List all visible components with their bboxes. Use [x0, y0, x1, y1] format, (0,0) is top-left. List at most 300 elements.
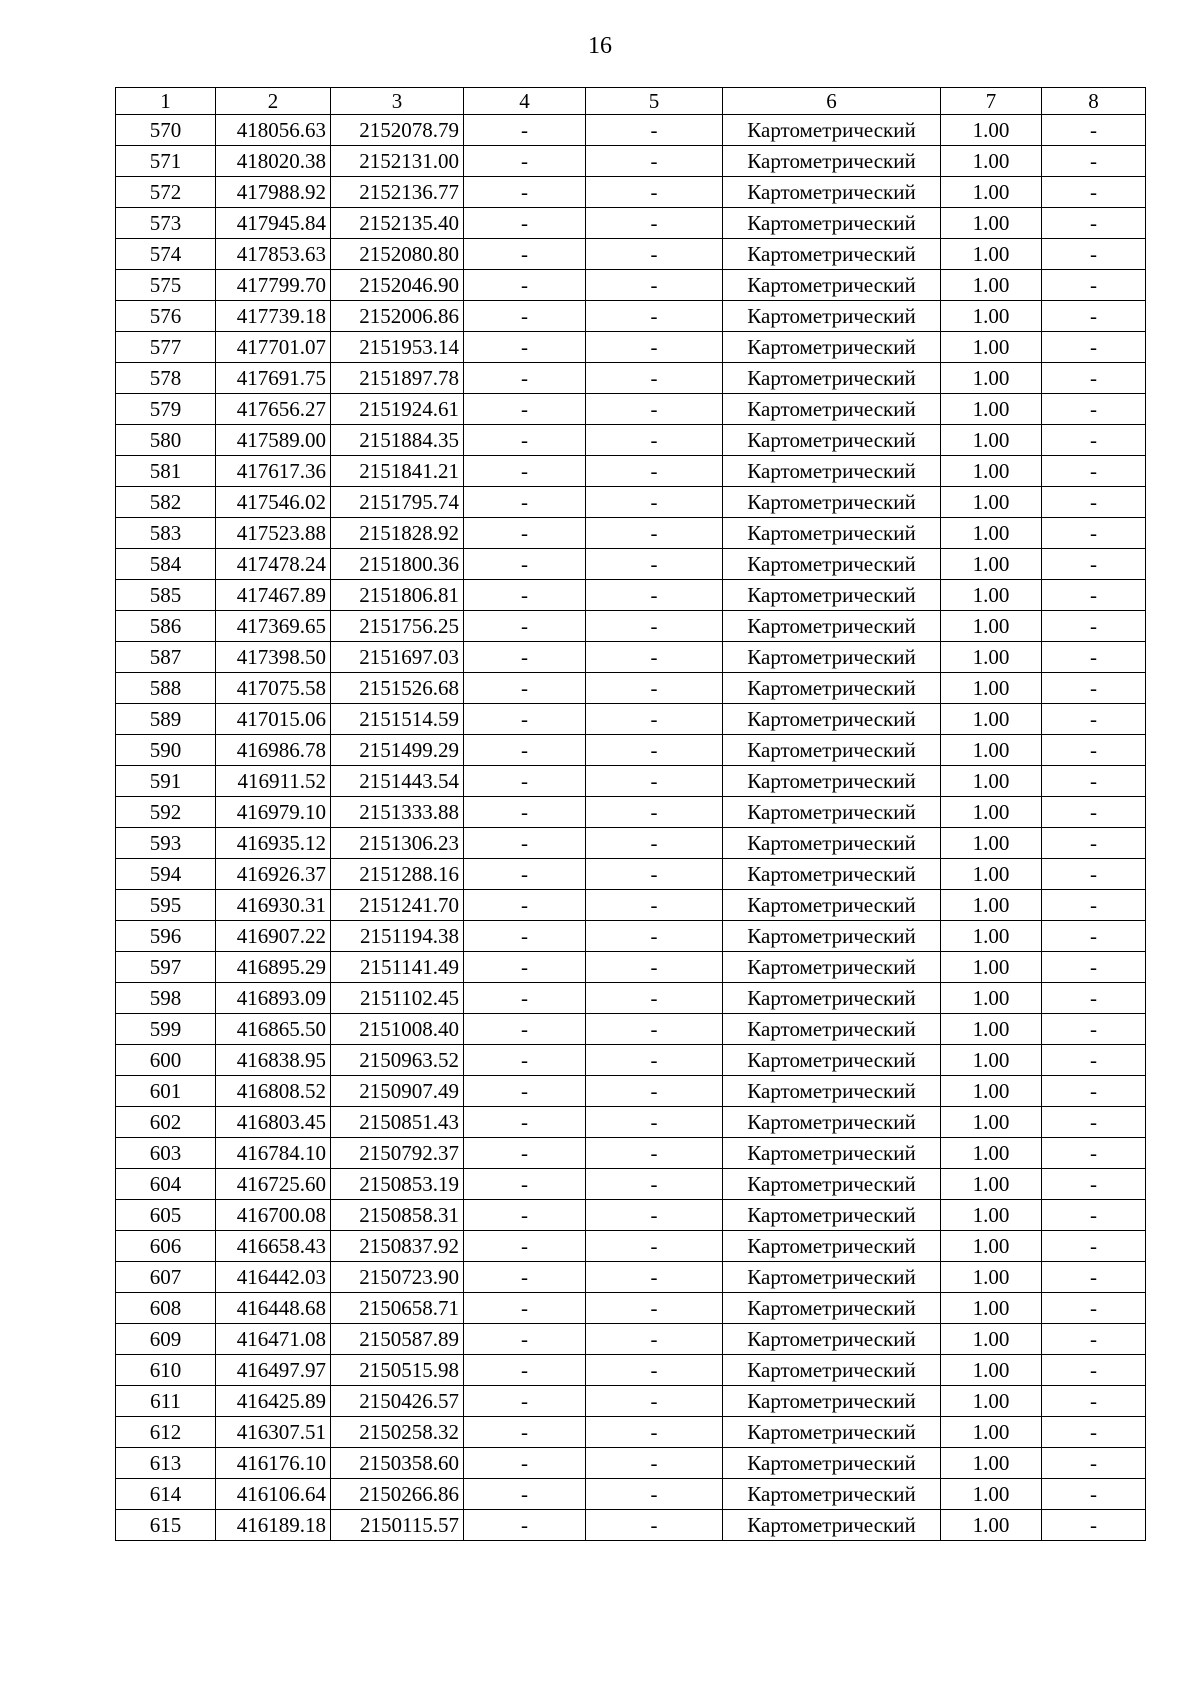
cell-method: Картометрический — [723, 549, 941, 580]
cell-method: Картометрический — [723, 394, 941, 425]
cell-coord-x: 416700.08 — [216, 1200, 331, 1231]
cell-point-number: 582 — [116, 487, 216, 518]
cell-method: Картометрический — [723, 1045, 941, 1076]
cell-accuracy: 1.00 — [941, 1045, 1042, 1076]
cell-method: Картометрический — [723, 1324, 941, 1355]
cell-point-number: 591 — [116, 766, 216, 797]
cell-coord-y: 2151953.14 — [331, 332, 464, 363]
table-row — [116, 425, 1146, 456]
cell-method: Картометрический — [723, 611, 941, 642]
cell-col-8: - — [1042, 1076, 1146, 1107]
cell-accuracy: 1.00 — [941, 983, 1042, 1014]
cell-col-8: - — [1042, 1355, 1146, 1386]
cell-coord-x: 417523.88 — [216, 518, 331, 549]
cell-col-4: - — [464, 146, 586, 177]
cell-col-5: - — [586, 177, 723, 208]
cell-method: Картометрический — [723, 1386, 941, 1417]
cell-coord-y: 2152131.00 — [331, 146, 464, 177]
cell-coord-y: 2151897.78 — [331, 363, 464, 394]
cell-col-8: - — [1042, 890, 1146, 921]
cell-coord-x: 417691.75 — [216, 363, 331, 394]
cell-point-number: 581 — [116, 456, 216, 487]
cell-col-5: - — [586, 1448, 723, 1479]
cell-col-5: - — [586, 239, 723, 270]
cell-col-5: - — [586, 1200, 723, 1231]
cell-method: Картометрический — [723, 239, 941, 270]
cell-coord-x: 417369.65 — [216, 611, 331, 642]
cell-accuracy: 1.00 — [941, 611, 1042, 642]
cell-point-number: 594 — [116, 859, 216, 890]
cell-col-4: - — [464, 1448, 586, 1479]
table-row — [116, 890, 1146, 921]
cell-col-8: - — [1042, 332, 1146, 363]
cell-coord-x: 417739.18 — [216, 301, 331, 332]
cell-col-8: - — [1042, 704, 1146, 735]
cell-col-8: - — [1042, 301, 1146, 332]
cell-coord-y: 2151697.03 — [331, 642, 464, 673]
cell-col-4: - — [464, 270, 586, 301]
cell-method: Картометрический — [723, 487, 941, 518]
cell-accuracy: 1.00 — [941, 518, 1042, 549]
table-row — [116, 1231, 1146, 1262]
cell-method: Картометрический — [723, 580, 941, 611]
cell-accuracy: 1.00 — [941, 208, 1042, 239]
cell-coord-x: 417589.00 — [216, 425, 331, 456]
cell-coord-y: 2150358.60 — [331, 1448, 464, 1479]
cell-col-8: - — [1042, 1107, 1146, 1138]
cell-method: Картометрический — [723, 1231, 941, 1262]
cell-accuracy: 1.00 — [941, 1386, 1042, 1417]
column-header-4: 4 — [464, 88, 586, 115]
cell-point-number: 604 — [116, 1169, 216, 1200]
cell-col-5: - — [586, 642, 723, 673]
cell-point-number: 600 — [116, 1045, 216, 1076]
cell-method: Картометрический — [723, 983, 941, 1014]
cell-method: Картометрический — [723, 766, 941, 797]
table-row — [116, 1045, 1146, 1076]
cell-accuracy: 1.00 — [941, 1014, 1042, 1045]
cell-point-number: 575 — [116, 270, 216, 301]
cell-coord-y: 2151756.25 — [331, 611, 464, 642]
cell-col-8: - — [1042, 1200, 1146, 1231]
table-row — [116, 1107, 1146, 1138]
cell-col-8: - — [1042, 363, 1146, 394]
table-row — [116, 146, 1146, 177]
table-row — [116, 1448, 1146, 1479]
table-row — [116, 332, 1146, 363]
cell-coord-y: 2151102.45 — [331, 983, 464, 1014]
cell-col-5: - — [586, 146, 723, 177]
cell-col-4: - — [464, 394, 586, 425]
cell-col-8: - — [1042, 921, 1146, 952]
cell-point-number: 587 — [116, 642, 216, 673]
cell-col-8: - — [1042, 859, 1146, 890]
cell-col-4: - — [464, 735, 586, 766]
cell-accuracy: 1.00 — [941, 704, 1042, 735]
cell-col-4: - — [464, 1231, 586, 1262]
cell-col-4: - — [464, 115, 586, 146]
table-row — [116, 549, 1146, 580]
cell-col-8: - — [1042, 766, 1146, 797]
table-row — [116, 611, 1146, 642]
cell-col-8: - — [1042, 580, 1146, 611]
column-header-2: 2 — [216, 88, 331, 115]
cell-method: Картометрический — [723, 146, 941, 177]
cell-col-5: - — [586, 890, 723, 921]
coordinates-table — [115, 87, 1146, 1541]
table-row — [116, 270, 1146, 301]
cell-coord-x: 416979.10 — [216, 797, 331, 828]
cell-method: Картометрический — [723, 1448, 941, 1479]
table-row — [116, 1417, 1146, 1448]
cell-coord-x: 417015.06 — [216, 704, 331, 735]
column-header-6: 6 — [723, 88, 941, 115]
cell-point-number: 615 — [116, 1510, 216, 1541]
cell-col-4: - — [464, 673, 586, 704]
table-row — [116, 580, 1146, 611]
cell-coord-x: 416935.12 — [216, 828, 331, 859]
cell-point-number: 584 — [116, 549, 216, 580]
cell-col-5: - — [586, 1076, 723, 1107]
cell-method: Картометрический — [723, 270, 941, 301]
cell-point-number: 605 — [116, 1200, 216, 1231]
cell-point-number: 592 — [116, 797, 216, 828]
cell-col-5: - — [586, 704, 723, 735]
cell-method: Картометрический — [723, 1138, 941, 1169]
cell-method: Картометрический — [723, 425, 941, 456]
cell-col-5: - — [586, 1107, 723, 1138]
cell-coord-y: 2151800.36 — [331, 549, 464, 580]
page-number: 16 — [588, 33, 612, 59]
cell-coord-y: 2150258.32 — [331, 1417, 464, 1448]
cell-point-number: 589 — [116, 704, 216, 735]
cell-coord-x: 416838.95 — [216, 1045, 331, 1076]
cell-col-8: - — [1042, 1169, 1146, 1200]
cell-point-number: 571 — [116, 146, 216, 177]
cell-accuracy: 1.00 — [941, 1448, 1042, 1479]
cell-col-5: - — [586, 1479, 723, 1510]
cell-accuracy: 1.00 — [941, 1107, 1042, 1138]
cell-col-8: - — [1042, 239, 1146, 270]
cell-col-5: - — [586, 394, 723, 425]
cell-accuracy: 1.00 — [941, 146, 1042, 177]
cell-coord-y: 2150837.92 — [331, 1231, 464, 1262]
cell-point-number: 609 — [116, 1324, 216, 1355]
cell-coord-y: 2150515.98 — [331, 1355, 464, 1386]
cell-coord-y: 2151288.16 — [331, 859, 464, 890]
cell-accuracy: 1.00 — [941, 456, 1042, 487]
cell-coord-x: 416442.03 — [216, 1262, 331, 1293]
cell-col-4: - — [464, 363, 586, 394]
cell-accuracy: 1.00 — [941, 332, 1042, 363]
cell-col-4: - — [464, 1076, 586, 1107]
cell-col-5: - — [586, 1510, 723, 1541]
cell-method: Картометрический — [723, 1479, 941, 1510]
cell-col-5: - — [586, 1231, 723, 1262]
cell-method: Картометрический — [723, 1014, 941, 1045]
cell-method: Картометрический — [723, 115, 941, 146]
cell-coord-x: 417467.89 — [216, 580, 331, 611]
cell-coord-y: 2150266.86 — [331, 1479, 464, 1510]
cell-coord-x: 416895.29 — [216, 952, 331, 983]
column-header-1: 1 — [116, 88, 216, 115]
cell-col-5: - — [586, 456, 723, 487]
cell-accuracy: 1.00 — [941, 1324, 1042, 1355]
cell-method: Картометрический — [723, 1076, 941, 1107]
cell-col-8: - — [1042, 1417, 1146, 1448]
cell-coord-y: 2151443.54 — [331, 766, 464, 797]
cell-point-number: 608 — [116, 1293, 216, 1324]
cell-col-8: - — [1042, 425, 1146, 456]
cell-coord-x: 417478.24 — [216, 549, 331, 580]
cell-coord-x: 417398.50 — [216, 642, 331, 673]
cell-coord-y: 2150907.49 — [331, 1076, 464, 1107]
cell-accuracy: 1.00 — [941, 890, 1042, 921]
cell-coord-x: 416106.64 — [216, 1479, 331, 1510]
cell-coord-y: 2150851.43 — [331, 1107, 464, 1138]
cell-coord-x: 416926.37 — [216, 859, 331, 890]
table-row — [116, 363, 1146, 394]
cell-coord-x: 417617.36 — [216, 456, 331, 487]
cell-accuracy: 1.00 — [941, 1355, 1042, 1386]
cell-coord-y: 2152078.79 — [331, 115, 464, 146]
cell-coord-x: 416893.09 — [216, 983, 331, 1014]
cell-accuracy: 1.00 — [941, 239, 1042, 270]
table-row — [116, 1510, 1146, 1541]
cell-col-8: - — [1042, 487, 1146, 518]
cell-coord-y: 2151526.68 — [331, 673, 464, 704]
cell-coord-x: 416425.89 — [216, 1386, 331, 1417]
cell-method: Картометрический — [723, 1200, 941, 1231]
cell-col-8: - — [1042, 1293, 1146, 1324]
cell-point-number: 596 — [116, 921, 216, 952]
table-row — [116, 208, 1146, 239]
cell-col-4: - — [464, 549, 586, 580]
cell-method: Картометрический — [723, 952, 941, 983]
table-row — [116, 642, 1146, 673]
cell-col-4: - — [464, 239, 586, 270]
cell-coord-y: 2152080.80 — [331, 239, 464, 270]
cell-coord-x: 417701.07 — [216, 332, 331, 363]
cell-col-5: - — [586, 1045, 723, 1076]
cell-col-4: - — [464, 797, 586, 828]
cell-col-4: - — [464, 301, 586, 332]
cell-col-8: - — [1042, 1014, 1146, 1045]
cell-coord-y: 2151514.59 — [331, 704, 464, 735]
cell-point-number: 574 — [116, 239, 216, 270]
cell-col-4: - — [464, 828, 586, 859]
cell-coord-x: 418020.38 — [216, 146, 331, 177]
table-row — [116, 766, 1146, 797]
cell-col-8: - — [1042, 1324, 1146, 1355]
table-row — [116, 239, 1146, 270]
cell-point-number: 593 — [116, 828, 216, 859]
cell-method: Картометрический — [723, 518, 941, 549]
cell-point-number: 586 — [116, 611, 216, 642]
cell-col-4: - — [464, 1138, 586, 1169]
cell-coord-y: 2152046.90 — [331, 270, 464, 301]
cell-col-5: - — [586, 1262, 723, 1293]
cell-point-number: 585 — [116, 580, 216, 611]
cell-col-8: - — [1042, 177, 1146, 208]
cell-col-4: - — [464, 518, 586, 549]
cell-point-number: 606 — [116, 1231, 216, 1262]
cell-col-8: - — [1042, 611, 1146, 642]
cell-col-4: - — [464, 1510, 586, 1541]
cell-accuracy: 1.00 — [941, 828, 1042, 859]
cell-col-5: - — [586, 859, 723, 890]
cell-point-number: 612 — [116, 1417, 216, 1448]
cell-point-number: 573 — [116, 208, 216, 239]
cell-col-5: - — [586, 797, 723, 828]
table-row — [116, 952, 1146, 983]
cell-col-5: - — [586, 673, 723, 704]
cell-accuracy: 1.00 — [941, 177, 1042, 208]
cell-col-8: - — [1042, 549, 1146, 580]
cell-point-number: 603 — [116, 1138, 216, 1169]
cell-accuracy: 1.00 — [941, 1510, 1042, 1541]
cell-col-8: - — [1042, 1448, 1146, 1479]
cell-coord-x: 416911.52 — [216, 766, 331, 797]
cell-col-5: - — [586, 1138, 723, 1169]
table-row — [116, 828, 1146, 859]
cell-coord-y: 2151841.21 — [331, 456, 464, 487]
cell-col-4: - — [464, 1014, 586, 1045]
table-row — [116, 1262, 1146, 1293]
cell-method: Картометрический — [723, 1510, 941, 1541]
cell-col-4: - — [464, 1262, 586, 1293]
cell-coord-y: 2150587.89 — [331, 1324, 464, 1355]
cell-accuracy: 1.00 — [941, 1262, 1042, 1293]
table-row — [116, 859, 1146, 890]
cell-accuracy: 1.00 — [941, 859, 1042, 890]
cell-col-8: - — [1042, 394, 1146, 425]
cell-accuracy: 1.00 — [941, 425, 1042, 456]
cell-coord-x: 416803.45 — [216, 1107, 331, 1138]
cell-coord-x: 416658.43 — [216, 1231, 331, 1262]
cell-coord-x: 417945.84 — [216, 208, 331, 239]
cell-coord-x: 417075.58 — [216, 673, 331, 704]
cell-coord-y: 2151141.49 — [331, 952, 464, 983]
cell-col-8: - — [1042, 735, 1146, 766]
cell-col-5: - — [586, 518, 723, 549]
cell-point-number: 602 — [116, 1107, 216, 1138]
column-header-7: 7 — [941, 88, 1042, 115]
cell-col-5: - — [586, 1293, 723, 1324]
cell-coord-x: 417799.70 — [216, 270, 331, 301]
cell-col-4: - — [464, 1045, 586, 1076]
cell-coord-y: 2151828.92 — [331, 518, 464, 549]
cell-col-4: - — [464, 642, 586, 673]
cell-accuracy: 1.00 — [941, 642, 1042, 673]
cell-col-4: - — [464, 983, 586, 1014]
cell-col-5: - — [586, 828, 723, 859]
table-row — [116, 1076, 1146, 1107]
cell-coord-y: 2151806.81 — [331, 580, 464, 611]
cell-coord-x: 416930.31 — [216, 890, 331, 921]
cell-point-number: 613 — [116, 1448, 216, 1479]
table-row — [116, 301, 1146, 332]
cell-col-8: - — [1042, 1479, 1146, 1510]
cell-coord-x: 416907.22 — [216, 921, 331, 952]
cell-accuracy: 1.00 — [941, 952, 1042, 983]
cell-method: Картометрический — [723, 673, 941, 704]
cell-accuracy: 1.00 — [941, 580, 1042, 611]
cell-coord-y: 2150658.71 — [331, 1293, 464, 1324]
cell-accuracy: 1.00 — [941, 673, 1042, 704]
cell-point-number: 578 — [116, 363, 216, 394]
cell-col-5: - — [586, 1386, 723, 1417]
cell-col-8: - — [1042, 518, 1146, 549]
table-row — [116, 1138, 1146, 1169]
cell-col-8: - — [1042, 797, 1146, 828]
cell-coord-x: 416865.50 — [216, 1014, 331, 1045]
cell-col-5: - — [586, 549, 723, 580]
cell-col-4: - — [464, 177, 586, 208]
cell-accuracy: 1.00 — [941, 270, 1042, 301]
table-row — [116, 177, 1146, 208]
table-row — [116, 673, 1146, 704]
cell-coord-x: 416784.10 — [216, 1138, 331, 1169]
cell-coord-y: 2150426.57 — [331, 1386, 464, 1417]
cell-method: Картометрический — [723, 890, 941, 921]
cell-point-number: 614 — [116, 1479, 216, 1510]
cell-coord-y: 2151333.88 — [331, 797, 464, 828]
cell-point-number: 570 — [116, 115, 216, 146]
table-row — [116, 1200, 1146, 1231]
table-row — [116, 797, 1146, 828]
cell-coord-x: 417656.27 — [216, 394, 331, 425]
cell-coord-y: 2150723.90 — [331, 1262, 464, 1293]
cell-point-number: 598 — [116, 983, 216, 1014]
cell-coord-y: 2151884.35 — [331, 425, 464, 456]
cell-col-5: - — [586, 425, 723, 456]
cell-point-number: 595 — [116, 890, 216, 921]
cell-col-8: - — [1042, 828, 1146, 859]
cell-col-8: - — [1042, 1045, 1146, 1076]
cell-col-4: - — [464, 611, 586, 642]
cell-coord-y: 2151924.61 — [331, 394, 464, 425]
table-row — [116, 394, 1146, 425]
table-row — [116, 983, 1146, 1014]
cell-point-number: 590 — [116, 735, 216, 766]
cell-col-5: - — [586, 611, 723, 642]
cell-coord-x: 416497.97 — [216, 1355, 331, 1386]
cell-col-5: - — [586, 332, 723, 363]
table-row — [116, 1014, 1146, 1045]
cell-col-8: - — [1042, 1510, 1146, 1541]
cell-point-number: 580 — [116, 425, 216, 456]
cell-coord-x: 416307.51 — [216, 1417, 331, 1448]
cell-method: Картометрический — [723, 1262, 941, 1293]
cell-coord-x: 416176.10 — [216, 1448, 331, 1479]
cell-col-5: - — [586, 301, 723, 332]
cell-point-number: 588 — [116, 673, 216, 704]
cell-col-8: - — [1042, 1231, 1146, 1262]
table-row — [116, 1386, 1146, 1417]
cell-col-5: - — [586, 270, 723, 301]
cell-col-4: - — [464, 425, 586, 456]
cell-coord-y: 2152136.77 — [331, 177, 464, 208]
table-row — [116, 704, 1146, 735]
table-row — [116, 1355, 1146, 1386]
table-row — [116, 518, 1146, 549]
cell-accuracy: 1.00 — [941, 301, 1042, 332]
cell-col-5: - — [586, 735, 723, 766]
cell-coord-x: 416448.68 — [216, 1293, 331, 1324]
cell-col-8: - — [1042, 983, 1146, 1014]
cell-accuracy: 1.00 — [941, 766, 1042, 797]
